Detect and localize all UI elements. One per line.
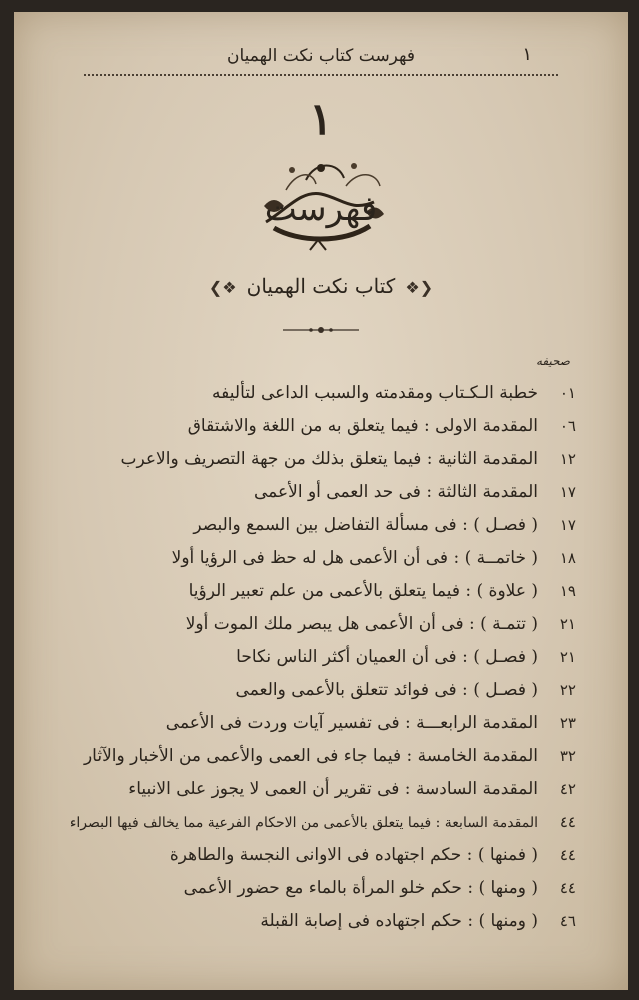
divider-ornament: [281, 324, 361, 336]
header-page-number: ١: [522, 44, 532, 65]
right-ornament-bracket: ❖❯: [208, 278, 237, 297]
header-dotted-rule: [84, 74, 558, 76]
running-header: [84, 42, 558, 76]
book-subtitle: [14, 274, 628, 298]
toc-entry-text: ( فصـل ) : فى فوائد تتعلق بالأعمى والعمى: [235, 680, 538, 700]
toc-entry-text: المقدمة السادسة : فى تقرير أن العمى لا يجوز على الانبياء: [128, 779, 538, 799]
toc-entry-text: المقدمة الاولى : فيما يتعلق به من اللغة والاشتقاق: [187, 416, 538, 436]
toc-page-number: ٢٢: [559, 681, 576, 699]
toc-page-number: ٤٦: [559, 912, 576, 930]
toc-entry-text: ( ومنها ) : حكم خلو المرأة بالماء مع حضور الأعمى: [183, 878, 538, 898]
calligraphy-word: فهرست: [264, 189, 378, 229]
toc-entry-text: ( فمنها ) : حكم اجتهاده فى الاوانى النجسة والطاهرة: [169, 845, 538, 865]
toc-page-number: ١٨: [559, 549, 576, 567]
toc-row: [69, 806, 576, 839]
section-number: ١: [309, 94, 333, 145]
toc-page-number: ٣٢: [559, 747, 576, 765]
left-ornament-bracket: ❮❖: [405, 278, 434, 297]
toc-page-number: ١٧: [559, 483, 576, 501]
toc-row: [84, 773, 576, 806]
toc-row: [84, 674, 576, 707]
toc-row: [84, 542, 576, 575]
book-page: [14, 12, 628, 990]
toc-entry-text: خطبة الـكـتاب ومقدمته والسبب الداعى لتأليفه: [212, 383, 538, 403]
toc-entry-text: المقدمة الخامسة : فيما جاء فى العمى والأعمى من الأخبار والآثار: [83, 746, 538, 766]
toc-page-number: ٠١: [559, 384, 576, 402]
toc-row: [84, 476, 576, 509]
toc-row: [84, 377, 576, 410]
table-of-contents: [69, 377, 576, 938]
toc-page-number: ٢١: [559, 648, 576, 666]
toc-row: [84, 575, 576, 608]
toc-page-number: ٢١: [559, 615, 576, 633]
toc-entry-text: ( علاوة ) : فيما يتعلق بالأعمى من علم تعبير الرؤيا: [188, 581, 538, 601]
toc-page-number: ٤٤: [559, 879, 576, 897]
toc-page-number: ١٢: [559, 450, 576, 468]
toc-entry-text: المقدمة الثانية : فيما يتعلق بذلك من جهة التصريف والاعرب: [120, 449, 538, 469]
header-title: فهرست كتاب نكت الهميان: [226, 46, 416, 66]
toc-row: [84, 707, 576, 740]
toc-entry-text: ( تتمـة ) : فى أن الأعمى هل يبصر ملك الموت أولا: [185, 614, 538, 634]
subtitle-text: كتاب نكت الهميان: [246, 274, 396, 298]
toc-page-number: ٤٢: [559, 780, 576, 798]
toc-entry-text: ( ومنها ) : حكم اجتهاده فى إصابة القبلة: [260, 911, 538, 931]
toc-row: [84, 443, 576, 476]
page-column-label: صحيفه: [535, 354, 570, 368]
toc-row: [84, 905, 576, 938]
toc-row: [84, 872, 576, 905]
toc-page-number: ٤٤: [559, 846, 576, 864]
toc-row: [84, 641, 576, 674]
fihrist-calligraphy-ornament: [246, 150, 396, 260]
toc-row: [84, 410, 576, 443]
toc-entry-text: المقدمة الثالثة : فى حد العمى أو الأعمى: [254, 482, 538, 502]
toc-page-number: ١٩: [559, 582, 576, 600]
toc-page-number: ٤٤: [559, 813, 576, 831]
toc-entry-text: ( فصـل ) : فى أن العميان أكثر الناس نكاحا: [236, 647, 538, 667]
toc-row: [84, 608, 576, 641]
toc-row: [84, 839, 576, 872]
toc-row: [84, 509, 576, 542]
toc-entry-text: المقدمة الرابعـــة : فى تفسير آيات وردت فى الأعمى: [165, 713, 538, 733]
toc-page-number: ٢٣: [559, 714, 576, 732]
toc-page-number: ٠٦: [559, 417, 576, 435]
toc-entry-text: ( خاتمــة ) : فى أن الأعمى هل له حظ فى الرؤيا أولا: [171, 548, 538, 568]
toc-entry-text: المقدمة السابعة : فيما يتعلق بالأعمى من الاحكام الفرعية مما يخالف فيها البصراء: [69, 815, 538, 831]
toc-entry-text: ( فصـل ) : فى مسألة التفاضل بين السمع والبصر: [193, 515, 538, 535]
toc-row: [84, 740, 576, 773]
toc-page-number: ١٧: [559, 516, 576, 534]
